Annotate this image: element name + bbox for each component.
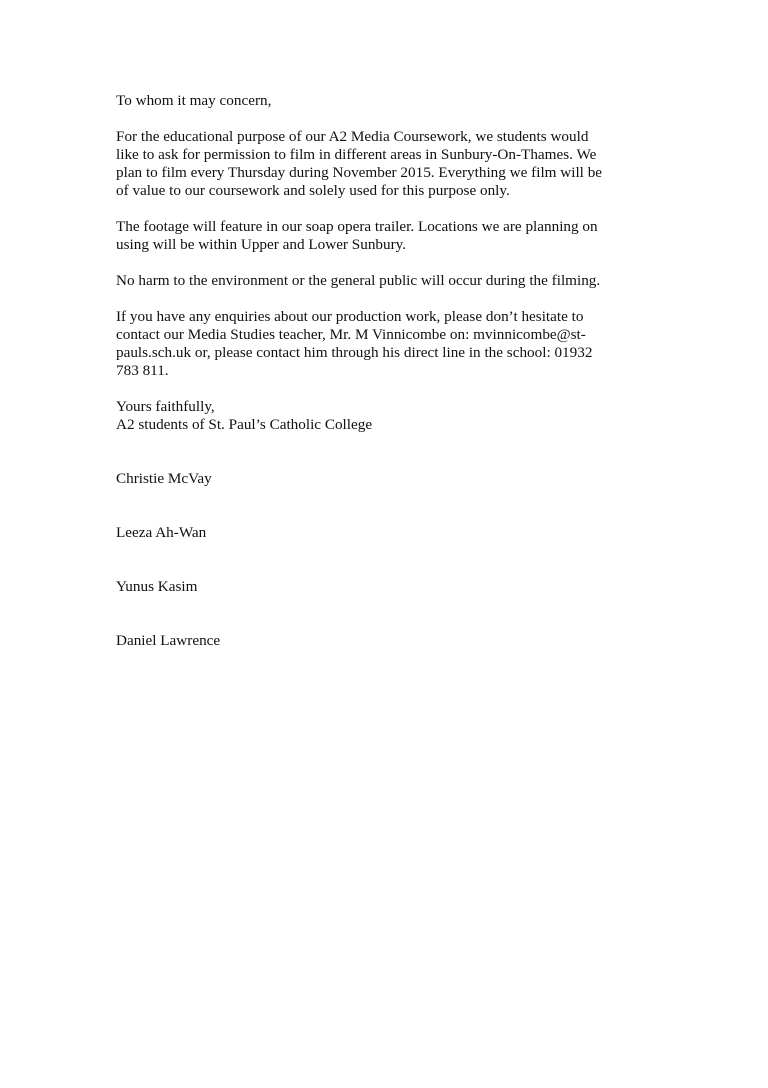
signatory-name: Yunus Kasim	[116, 578, 198, 595]
paragraph-locations: The footage will feature in our soap opera trailer. Locations we are planning on using will be within Upper and Lower Sunbury.	[116, 218, 598, 253]
paragraph-purpose: For the educational purpose of our A2 Media Coursework, we students would like to ask for permission to film in different areas in Sunbury-On-Thames. We plan to film every Thursday during November 2015. Everything we film will be of value to our coursework and solely used for this purpose only.	[116, 128, 603, 199]
signatory-name: Daniel Lawrence	[116, 632, 221, 649]
letter-body	[116, 92, 646, 650]
closing: Yours faithfully,	[116, 398, 215, 415]
signature-block	[116, 398, 646, 650]
signatory-name: Leeza Ah-Wan	[116, 524, 207, 541]
sender: A2 students of St. Paul’s Catholic College	[116, 416, 373, 433]
signatory-name: Christie McVay	[116, 470, 212, 487]
signatory-list	[116, 470, 646, 650]
paragraph-no-harm: No harm to the environment or the general public will occur during the filming.	[116, 272, 601, 289]
paragraph-enquiries: If you have any enquiries about our production work, please don’t hesitate to contact our Media Studies teacher, Mr. M Vinnicombe on: mvinnicombe@st- pauls.sch.uk or, please contact him through his direct line in the school: 01932 783 811.	[116, 308, 593, 379]
salutation: To whom it may concern,	[116, 92, 272, 109]
